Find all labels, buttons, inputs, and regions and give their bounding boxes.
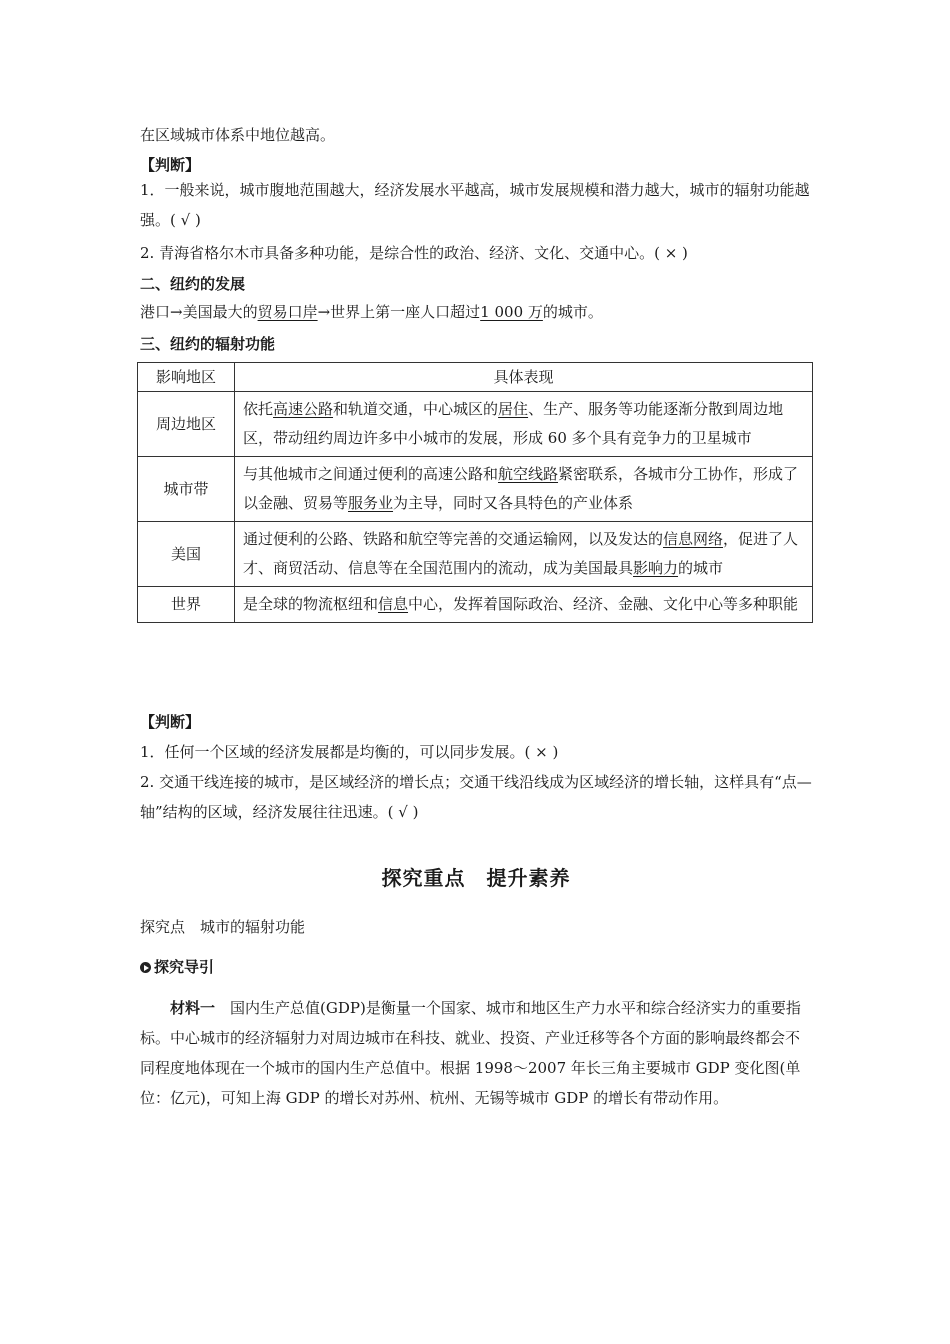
- text-fragment: 港口→美国最大的: [140, 303, 258, 321]
- judge1-item-2: 2. 青海省格尔木市具备多种功能，是综合性的政治、经济、文化、交通中心。( × ): [140, 244, 688, 262]
- judge2-item-1: 1．任何一个区域的经济发展都是均衡的，可以同步发展。( × ): [140, 743, 559, 761]
- material-paragraph: [140, 993, 812, 1113]
- row-detail: [235, 587, 813, 623]
- text-fragment: 的城市: [678, 559, 724, 577]
- material-text: 国内生产总值(GDP)是衡量一个国家、城市和地区生产力水平和综合经济实力的重要指标。中心城市的经济辐射力对周边城市在科技、就业、投资、产业迁移等各个方面的影响最终都会不同程度地体现在一个城市的国内生产总值中。根据 1998～2007 年长三角主要城市 GDP 变化图(单位：亿元)，可知上海 GDP 的增长对苏州、杭州、无锡等城市 GDP 的增长有带动作用。: [140, 999, 801, 1107]
- text-fragment: ，促进了人才、商贸活动、信息等在全国范围内的流动，成为美国最具: [243, 530, 799, 577]
- header-detail: 具体表现: [235, 363, 813, 392]
- judge2-item-2: 2. 交通干线连接的城市，是区域经济的增长点；交通干线沿线成为区域经济的增长轴，这样具有“点—轴”结构的区域，经济发展往往迅速。( √ ): [140, 773, 812, 821]
- guide-label: 探究导引: [154, 958, 215, 976]
- text-fragment: 为主导，同时又各具特色的产业体系: [393, 494, 634, 512]
- row-area: 美国: [138, 522, 235, 587]
- text-fragment: 和轨道交通，中心城区的: [333, 400, 499, 418]
- key-term: 1 000 万: [480, 303, 543, 321]
- text-fragment: 的城市。: [542, 303, 603, 321]
- text-fragment: 、生产、服务等功能逐渐分散到周边地区，带动纽约周边许多中小城市的发展，形成 60 多个具有竞争力的卫星城市: [243, 400, 784, 447]
- judge1-item-1: 1．一般来说，城市腹地范围越大，经济发展水平越高，城市发展规模和潜力越大，城市的辐射功能越强。( √ ): [140, 181, 810, 229]
- text-fragment: 中心，发挥着国际政治、经济、金融、文化中心等多种职能: [408, 595, 799, 613]
- key-term: 高速公路: [273, 400, 334, 418]
- judge-heading-1: 【判断】: [140, 156, 201, 174]
- row-area: 城市带: [138, 457, 235, 522]
- text-fragment: 依托: [243, 400, 274, 418]
- judge-heading-2: 【判断】: [140, 713, 201, 731]
- table-row: [138, 587, 813, 623]
- key-term: 航空线路: [498, 465, 559, 483]
- text-fragment: 紧密联系，各城市分工协作，形成了以金融、贸易等: [243, 465, 799, 512]
- section-title: 探究重点 提升素养: [381, 866, 571, 890]
- intro-tail-text: 在区域城市体系中地位越高。: [140, 126, 336, 144]
- table-row: [138, 522, 813, 587]
- row-detail: [235, 457, 813, 522]
- row-detail: [235, 392, 813, 457]
- key-term: 信息网络: [663, 530, 724, 548]
- key-term: 影响力: [633, 559, 679, 577]
- text-fragment: 是全球的物流枢纽和: [243, 595, 379, 613]
- text-fragment: 与其他城市之间通过便利的高速公路和: [243, 465, 499, 483]
- ny-radiation-table: [137, 362, 813, 623]
- material-label: 材料一: [170, 999, 216, 1017]
- text-fragment: 通过便利的公路、铁路和航空等完善的交通运输网，以及发达的: [243, 530, 664, 548]
- key-term: 信息: [378, 595, 409, 613]
- row-area: 周边地区: [138, 392, 235, 457]
- key-term: 居住: [498, 400, 529, 418]
- text-fragment: →世界上第一座人口超过: [317, 303, 481, 321]
- table-row: [138, 457, 813, 522]
- guide-header: [140, 957, 214, 977]
- row-detail: [235, 522, 813, 587]
- table-header-row: [138, 363, 813, 392]
- header-area: 影响地区: [138, 363, 235, 392]
- ny-development-heading: 二、纽约的发展: [140, 275, 246, 293]
- row-area: 世界: [138, 587, 235, 623]
- explore-point-title: 探究点 城市的辐射功能: [140, 918, 306, 936]
- key-term: 服务业: [348, 494, 394, 512]
- table-row: [138, 392, 813, 457]
- key-term: 贸易口岸: [257, 303, 318, 321]
- ny-radiation-heading: 三、纽约的辐射功能: [140, 335, 276, 353]
- play-circle-icon: [140, 962, 151, 973]
- ny-development-text: [140, 302, 603, 322]
